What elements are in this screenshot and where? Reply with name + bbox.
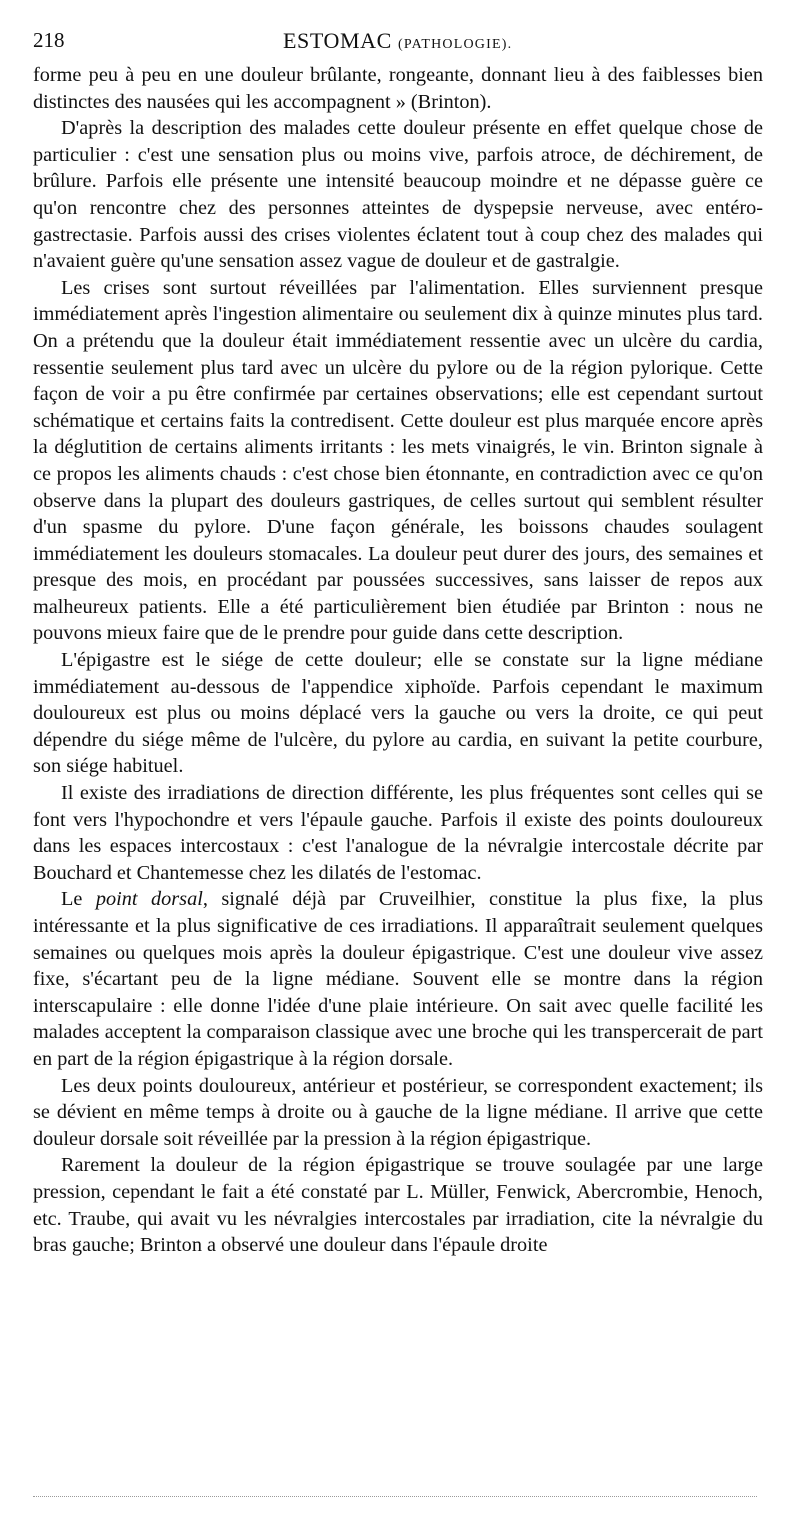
- book-page: [33, 28, 763, 1259]
- paragraph: Les deux points douloureux, antérieur et postérieur, se correspondent exactement; ils se dévient en même temps à droite ou à gauche de la ligne médiane. Il arrive que cette douleur dorsale soit réveillée par la pression à la région épigastrique.: [33, 1074, 763, 1150]
- paragraph: Rarement la douleur de la région épigastrique se trouve soulagée par une large pression, cependant le fait a été constaté par L. Müller, Fenwick, Abercrombie, Henoch, etc. Traube, qui avait vu les névralgies intercostales par irradiation, cite la névralgie du bras gauche; Brinton a observé une douleur dans l'épaule droite: [33, 1154, 763, 1257]
- paragraph-text-before: Le: [61, 888, 96, 911]
- running-title-sub: (PATHOLOGIE).: [398, 37, 513, 52]
- page-number: 218: [33, 28, 65, 52]
- paragraph-point-dorsal: [33, 886, 763, 1072]
- footer-rule: [33, 1496, 757, 1497]
- paragraph-continued: forme peu à peu en une douleur brûlante, rongeante, donnant lieu à des faiblesses bien distinctes des nausées qui les accompagnent » (Brinton).: [33, 64, 763, 113]
- paragraph: L'épigastre est le siége de cette douleur; elle se constate sur la ligne médiane immédiatement au-dessous de l'appendice xiphoïde. Parfois cependant le maximum douloureux est plus ou moins déplacé vers la gauche ou vers la droite, ce qui peut dépendre du siége même de l'ulcère, du pylore au cardia, en suivant la petite courbure, son siége habituel.: [33, 649, 763, 778]
- running-title: [283, 28, 512, 54]
- paragraph-text-after: , signalé déjà par Cruveilhier, constitue la plus fixe, la plus intéressante et la plus significative de ces irradiations. Il apparaîtrait seulement quelques semaines ou quelques mois après la douleur épigastrique. C'est une douleur vive assez fixe, s'écartant peu de la ligne médiane. Souvent elle se montre dans la région interscapulaire : elle donne l'idée d'une plaie intérieure. On sait avec quelle facilité les malades acceptent la comparaison classique avec une broche qui les transpercerait de part en part de la région épigastrique à la région dorsale.: [33, 888, 763, 1070]
- paragraph: D'après la description des malades cette douleur présente en effet quelque chose de particulier : c'est une sensation plus ou moins vive, parfois atroce, de déchirement, de brûlure. Parfois elle présente une intensité beaucoup moindre et ne dépasse guère ce qu'on rencontre chez des personnes atteintes de dyspepsie nerveuse, avec entéro-gastrectasie. Parfois aussi des crises violentes éclatent tout à coup chez des malades qui n'avaient guère qu'une sensation assez vague de douleur et de gastralgie.: [33, 117, 763, 273]
- paragraph: Il existe des irradiations de direction différente, les plus fréquentes sont celles qui se font vers l'hypochondre et vers l'épaule gauche. Parfois il existe des points douloureux dans les espaces intercostaux : c'est l'analogue de la névralgie intercostale décrite par Bouchard et Chantemesse chez les dilatés de l'estomac.: [33, 782, 763, 884]
- body-text: [33, 62, 763, 1259]
- running-head: [33, 28, 763, 62]
- paragraph: Les crises sont surtout réveillées par l'alimentation. Elles surviennent presque immédiatement après l'ingestion alimentaire ou seulement dix à quinze minutes plus tard. On a prétendu que la douleur était immédiatement ressentie avec un ulcère du cardia, ressentie seulement plus tard avec un ulcère du pylore ou de la région pylorique. Cette façon de voir a pu être confirmée par certaines observations; elle est cependant surtout schématique et certains faits la contredisent. Cette douleur est plus marquée encore après la déglutition de certains aliments irritants : les mets vinaigrés, le vin. Brinton signale à ce propos les aliments chauds : c'est chose bien étonnante, en contradiction avec ce qu'on observe dans la plupart des douleurs gastriques, de celles surtout qui semblent résulter d'un spasme du pylore. D'une façon générale, les boissons chaudes soulagent immédiatement les douleurs stomacales. La douleur peut durer des jours, des semaines et presque des mois, en procédant par poussées successives, sans laisser de repos aux malheureux patients. Elle a été particulièrement bien étudiée par Brinton : nous ne pouvons mieux faire que de le prendre pour guide dans cette description.: [33, 276, 763, 645]
- running-title-main: ESTOMAC: [283, 28, 392, 53]
- italic-term: point dorsal: [95, 888, 203, 911]
